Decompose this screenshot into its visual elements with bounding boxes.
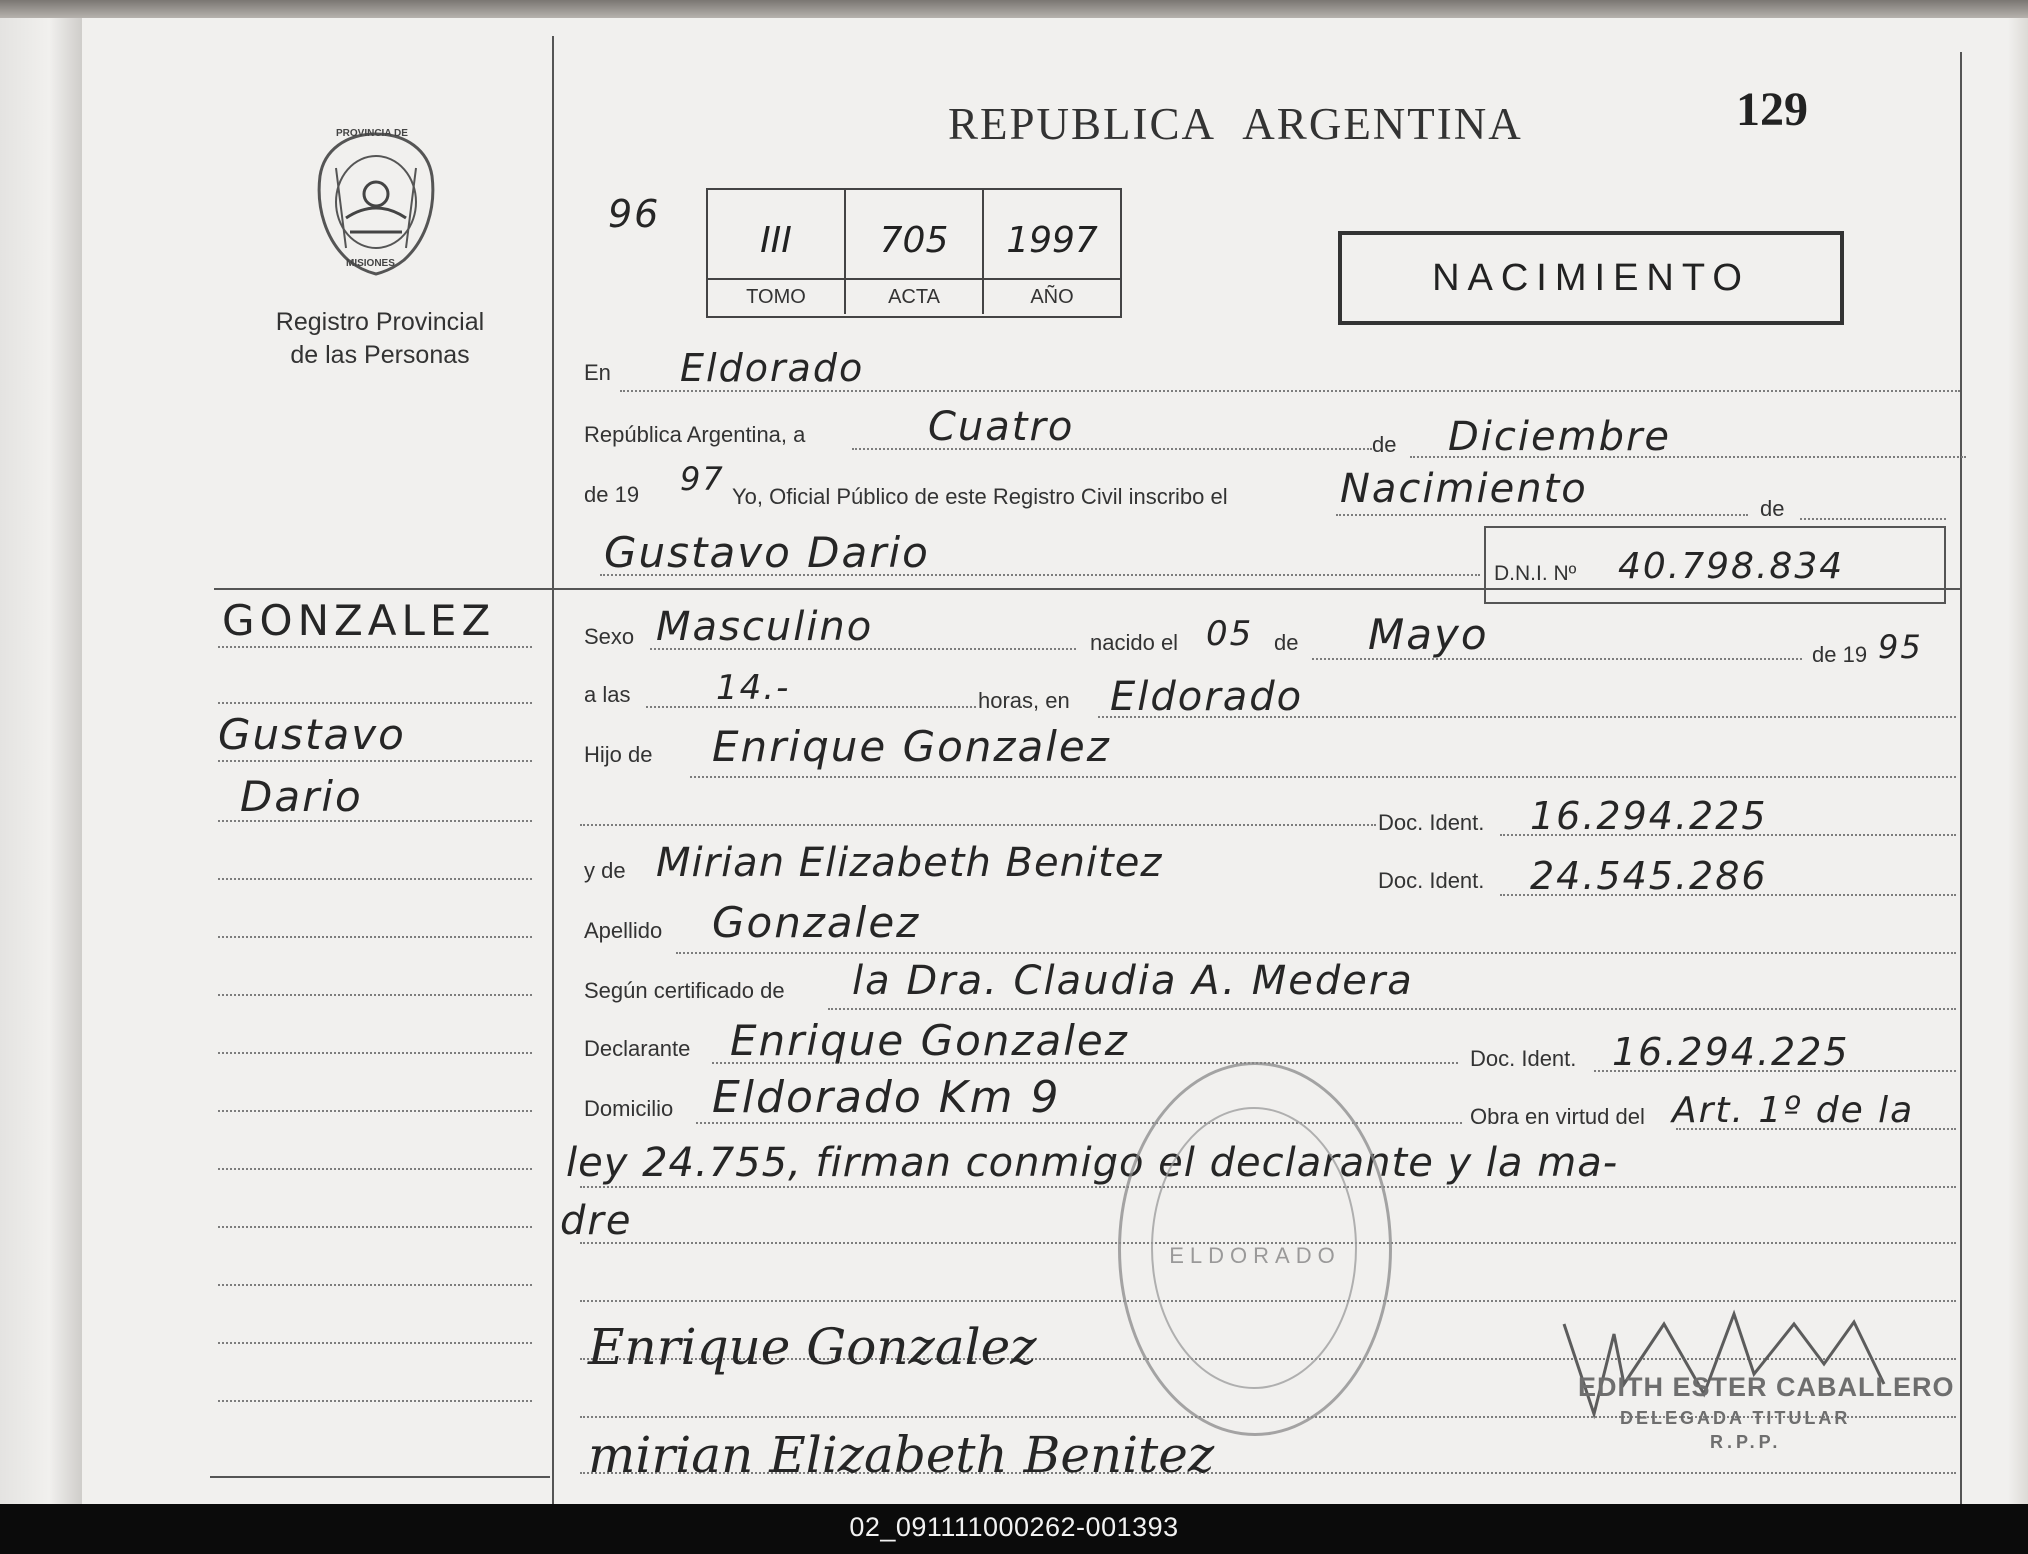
margin-line-2 xyxy=(218,702,532,704)
nacido-label: nacido el xyxy=(1090,630,1179,655)
father-doc: 16.294.225 xyxy=(1530,794,1768,838)
birth-place: Eldorado xyxy=(1110,674,1304,720)
seal-text: ELDORADO xyxy=(1169,1243,1341,1268)
tomo-cell xyxy=(708,190,846,314)
registry-title xyxy=(230,306,530,372)
certificado-value: la Dra. Claudia A. Medera xyxy=(852,958,1414,1004)
year-value: 97 xyxy=(680,460,725,498)
provincial-emblem-icon xyxy=(306,128,446,278)
anio-value: 1997 xyxy=(1006,220,1098,261)
father-doc-label: Doc. Ident. xyxy=(1378,810,1485,835)
sexo-label: Sexo xyxy=(584,624,635,649)
emblem-text-bottom: MISIONES xyxy=(346,258,395,269)
father-name: Enrique Gonzalez xyxy=(712,722,1111,771)
apellido-label: Apellido xyxy=(584,918,663,943)
acta-label: ACTA xyxy=(846,278,982,314)
declarante-value: Enrique Gonzalez xyxy=(730,1016,1129,1065)
birth-year: 95 xyxy=(1878,628,1923,666)
father-line xyxy=(690,776,1956,778)
dni-label: D.N.I. Nº xyxy=(1494,562,1577,585)
de2-line xyxy=(1800,518,1946,520)
officer-stamp-org: R.P.P. xyxy=(1710,1432,1782,1452)
obra-line3: dre xyxy=(560,1198,633,1244)
apellido-line xyxy=(676,952,1956,954)
margin-line-9 xyxy=(218,1110,532,1112)
de19b-label: de 19 xyxy=(1812,642,1868,667)
margin-line-4 xyxy=(218,820,532,822)
en-label: En xyxy=(584,360,611,385)
margin-given-name-1: Gustavo xyxy=(218,710,406,759)
segun-label: Según certificado de xyxy=(584,978,785,1003)
act-line xyxy=(1336,514,1748,516)
act-value: Nacimiento xyxy=(1340,466,1588,512)
acta-value: 705 xyxy=(879,220,949,261)
registry-title-line1: Registro Provincial xyxy=(275,308,485,336)
alas-label: a las xyxy=(584,682,631,707)
mother-doc: 24.545.286 xyxy=(1530,854,1768,898)
declarante-doc: 16.294.225 xyxy=(1612,1030,1850,1074)
reference-box xyxy=(706,188,1122,318)
margin-line-1 xyxy=(218,646,532,648)
hour-value: 14.- xyxy=(716,668,791,708)
obra-value: Art. 1º de la xyxy=(1672,1090,1915,1131)
de-label: de xyxy=(1372,432,1397,457)
margin-given-name-2: Dario xyxy=(240,772,363,821)
domicilio-value: Eldorado Km 9 xyxy=(712,1072,1061,1123)
en-line xyxy=(620,390,1960,392)
emblem-text-top: PROVINCIA DE xyxy=(336,128,408,139)
de2-label: de xyxy=(1760,496,1785,521)
mother-name: Mirian Elizabeth Benitez xyxy=(656,840,1163,886)
declarante-doc-label: Doc. Ident. xyxy=(1470,1046,1577,1071)
image-caption: 02_091111000262-001393 xyxy=(849,1512,1179,1542)
margin-line-13 xyxy=(218,1342,532,1344)
mother-doc-label: Doc. Ident. xyxy=(1378,868,1485,893)
margin-line-6 xyxy=(218,936,532,938)
country-title: REPUBLICA ARGENTINA xyxy=(948,99,1523,149)
tomo-label: TOMO xyxy=(708,278,844,314)
officer-signature-scribble xyxy=(1554,1304,1914,1424)
registry-title-line2: de las Personas xyxy=(290,341,470,369)
margin-line-11 xyxy=(218,1226,532,1228)
tomo-value: III xyxy=(760,220,792,261)
margin-surname: GONZALEZ xyxy=(222,596,496,645)
horas-label: horas, en xyxy=(978,688,1070,713)
registry-seal xyxy=(1118,1062,1392,1436)
birth-month: Mayo xyxy=(1368,610,1489,659)
obra-line2: ley 24.755, firman conmigo el declarante y la ma- xyxy=(566,1140,1619,1186)
person-name: Gustavo Dario xyxy=(604,528,930,577)
birth-day: 05 xyxy=(1206,614,1254,654)
declarante-label: Declarante xyxy=(584,1036,691,1061)
father-signature: Enrique Gonzalez xyxy=(588,1318,1037,1376)
facing-page-edge xyxy=(0,18,82,1504)
margin-line-14 xyxy=(218,1400,532,1402)
month-value: Diciembre xyxy=(1448,414,1672,460)
body-bottom-rule xyxy=(210,1476,550,1478)
domicilio-label: Domicilio xyxy=(584,1096,674,1121)
margin-line-12 xyxy=(218,1284,532,1286)
margin-line-5 xyxy=(218,878,532,880)
officer-stamp-title: DELEGADA TITULAR xyxy=(1620,1408,1851,1428)
de19-label: de 19 xyxy=(584,482,640,507)
margin-line-10 xyxy=(218,1168,532,1170)
yde-label: y de xyxy=(584,858,626,883)
day-value: Cuatro xyxy=(928,404,1075,450)
page-right-border xyxy=(1960,52,1962,1506)
margin-line-3 xyxy=(218,760,532,762)
certificado-line xyxy=(828,1008,1956,1010)
column-divider xyxy=(552,36,554,1506)
sexo-value: Masculino xyxy=(656,604,874,650)
margin-line-7 xyxy=(218,994,532,996)
apellido-value: Gonzalez xyxy=(712,898,921,947)
father-extra-line xyxy=(580,824,1376,826)
de3-label: de xyxy=(1274,630,1299,655)
anio-label: AÑO xyxy=(984,278,1120,314)
yo-label: Yo, Oficial Público de este Registro Civil inscribo el xyxy=(732,484,1228,509)
margin-mark: 96 xyxy=(608,192,661,236)
en-value: Eldorado xyxy=(680,346,865,390)
anio-cell xyxy=(984,190,1120,314)
dni-value: 40.798.834 xyxy=(1618,546,1845,587)
republica-label: República Argentina, a xyxy=(584,422,806,447)
mother-signature: mirian Elizabeth Benitez xyxy=(588,1426,1215,1484)
officer-stamp-name: EDITH ESTER CABALLERO xyxy=(1578,1372,1955,1402)
hijo-label: Hijo de xyxy=(584,742,653,767)
book-top-edge xyxy=(0,0,2028,20)
obra-label: Obra en virtud del xyxy=(1470,1104,1645,1129)
acta-cell xyxy=(846,190,984,314)
record-type-box: NACIMIENTO xyxy=(1338,231,1844,325)
margin-line-8 xyxy=(218,1052,532,1054)
page-number: 129 xyxy=(1736,83,1808,136)
hour-line xyxy=(646,706,976,708)
